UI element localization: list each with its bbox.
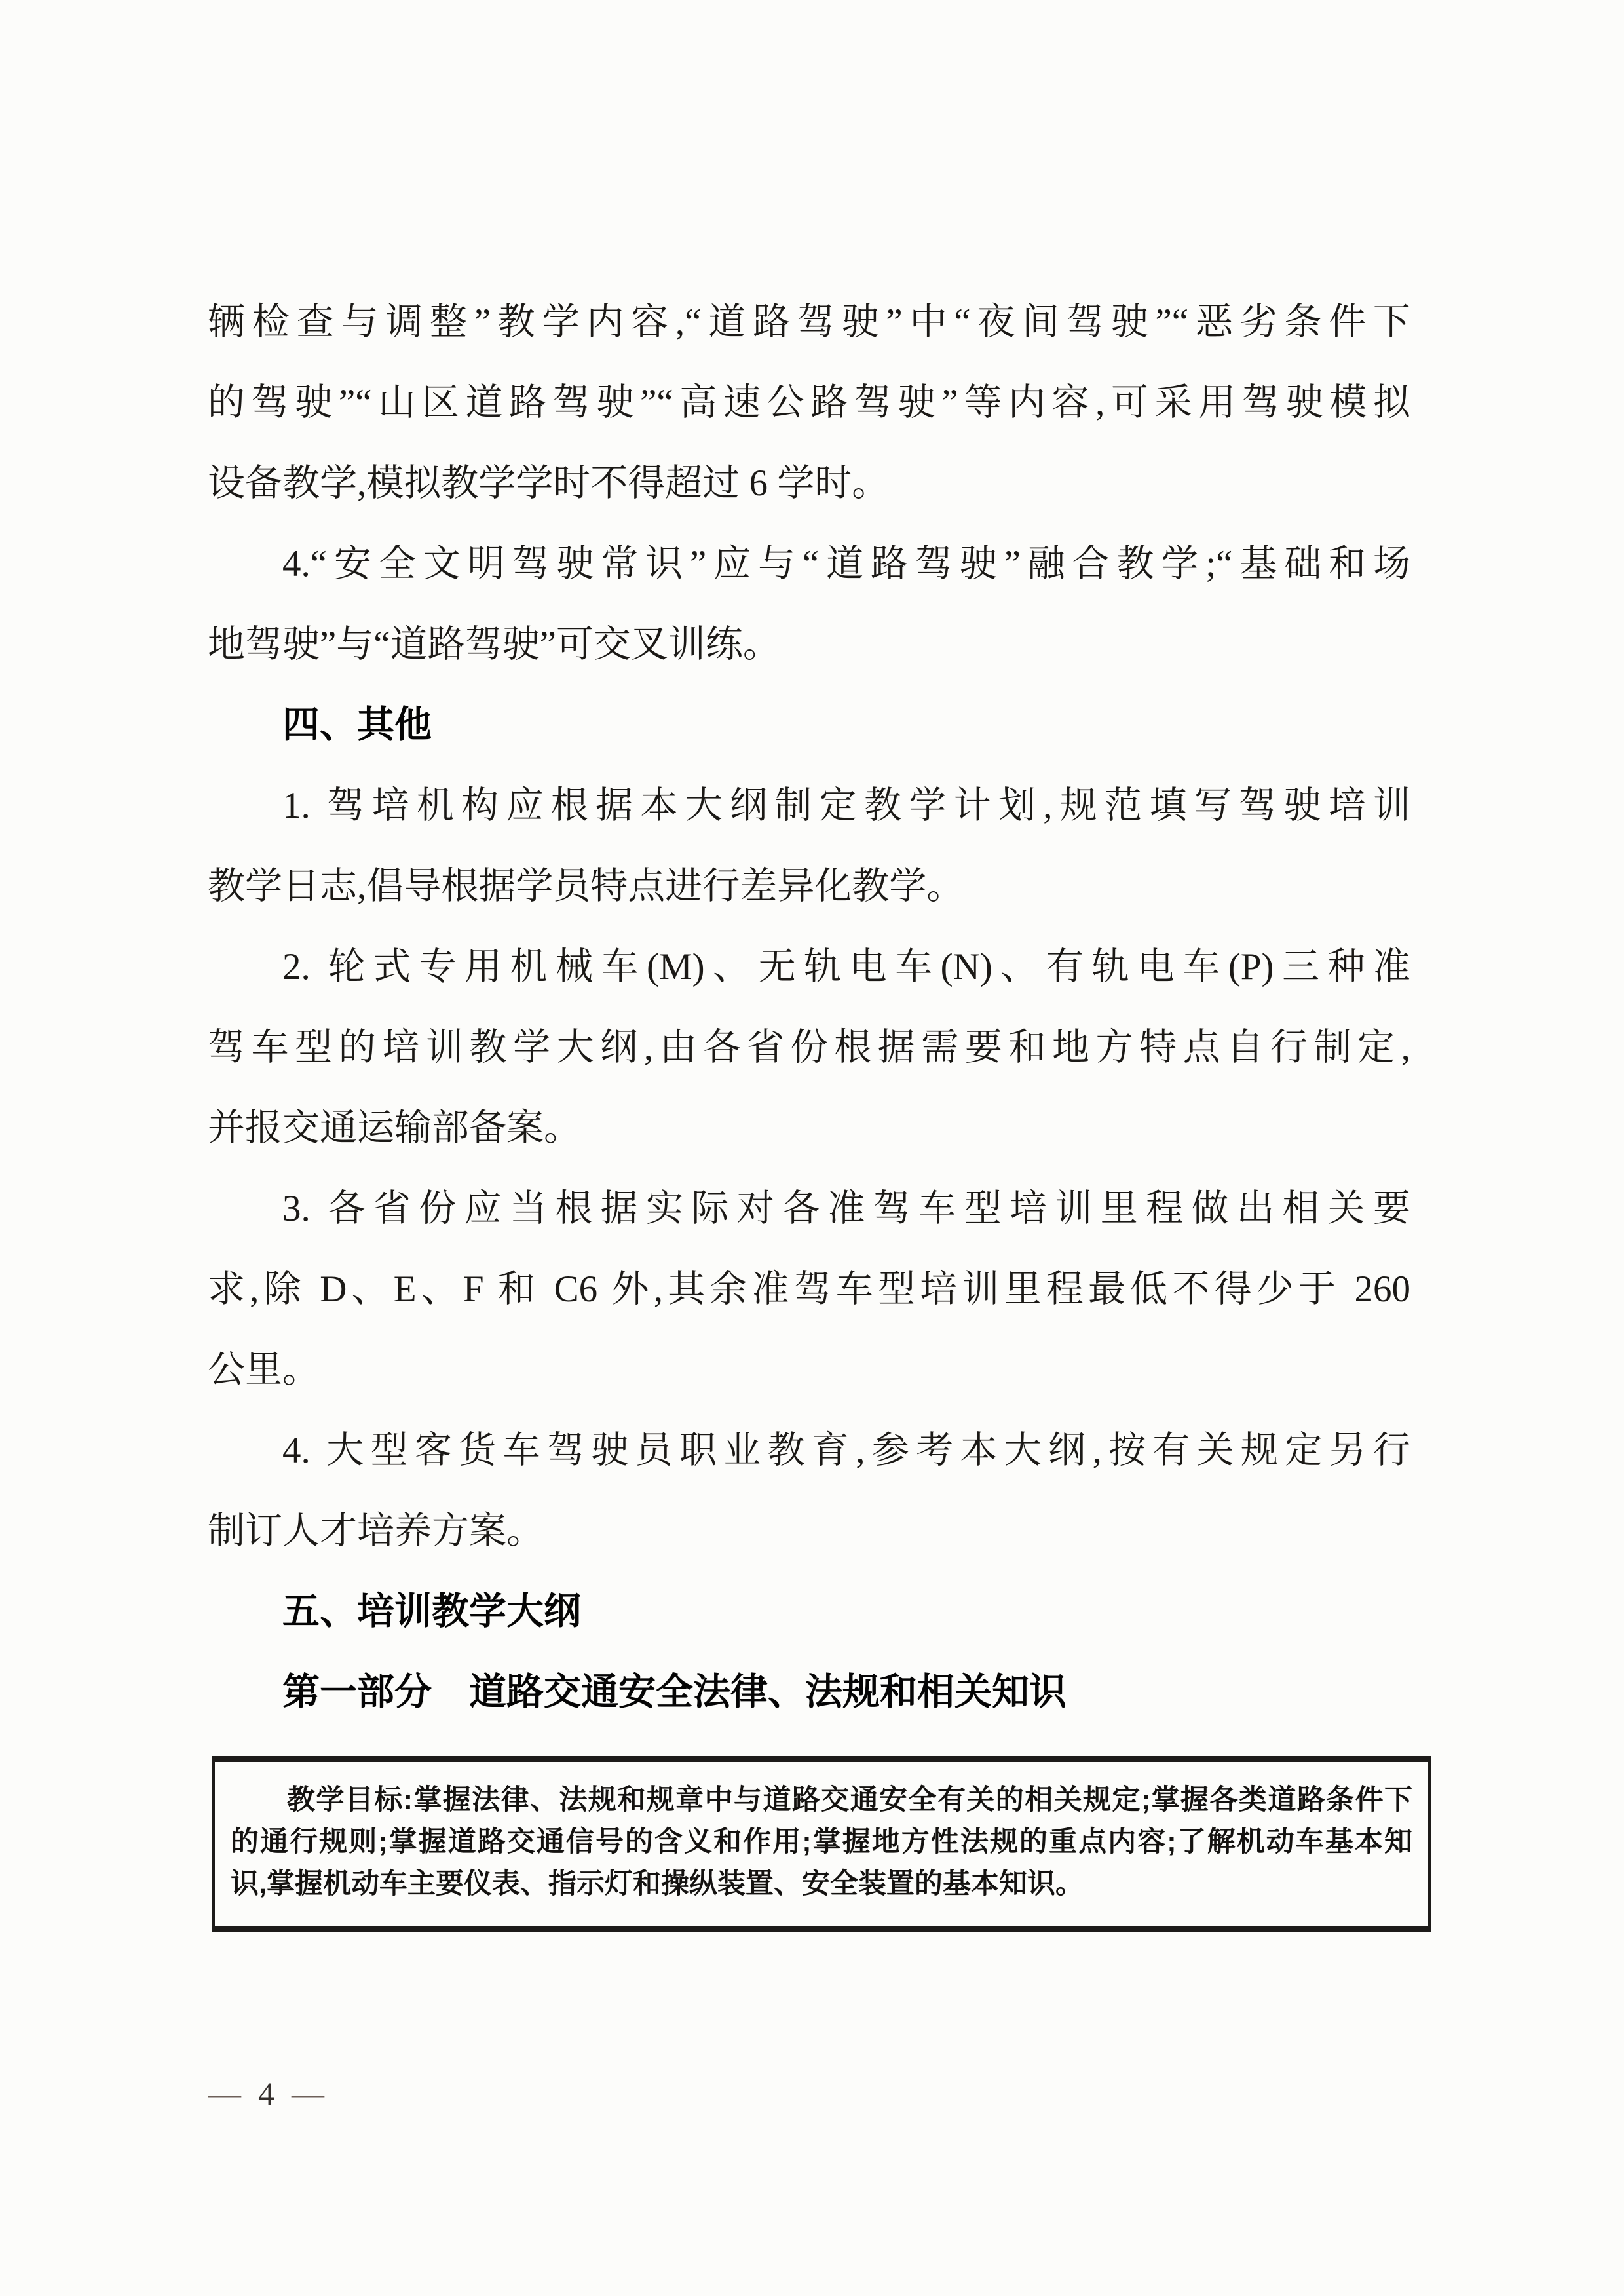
body-line: 地驾驶”与“道路驾驶”可交叉训练。 <box>208 624 780 665</box>
body-line: 制订人才培养方案。 <box>208 1510 544 1552</box>
objective-box-line: 识,掌握机动车主要仪表、指示灯和操纵装置、安全装置的基本知识。 <box>231 1868 1084 1900</box>
body-line: 教学日志,倡导根据学员特点进行差异化教学。 <box>208 866 964 907</box>
objective-box-line: 的通行规则;掌握道路交通信号的含义和作用;掌握地方性法规的重点内容;了解机动车基本知 <box>231 1826 1412 1858</box>
body-line: 求,除 D、E、F 和 C6 外,其余准驾车型培训里程最低不得少于 260 <box>208 1269 1410 1310</box>
footer-dash-right: — <box>292 2075 324 2112</box>
body-line: 的驾驶”“山区道路驾驶”“高速公路驾驶”等内容,可采用驾驶模拟 <box>208 382 1410 423</box>
part1-heading: 第一部分 道路交通安全法律、法规和相关知识 <box>282 1672 1067 1713</box>
document-body <box>208 282 1410 1732</box>
body-line: 公里。 <box>208 1349 320 1390</box>
body-line: 2. 轮式专用机械车(M)、无轨电车(N)、有轨电车(P)三种准 <box>282 946 1410 987</box>
body-line: 并报交通运输部备案。 <box>208 1107 581 1149</box>
body-line: 4. 大型客货车驾驶员职业教育,参考本大纲,按有关规定另行 <box>282 1430 1410 1471</box>
body-line: 3. 各省份应当根据实际对各准驾车型培训里程做出相关要 <box>282 1188 1410 1229</box>
body-line: 4.“安全文明驾驶常识”应与“道路驾驶”融合教学;“基础和场 <box>282 543 1410 584</box>
footer-page-number: 4 <box>258 2075 274 2112</box>
body-line: 1. 驾培机构应根据本大纲制定教学计划,规范填写驾驶培训 <box>282 785 1410 826</box>
body-line: 驾车型的培训教学大纲,由各省份根据需要和地方特点自行制定, <box>208 1027 1410 1068</box>
teaching-objectives-box <box>212 1756 1431 1932</box>
objective-box-line: 教学目标:掌握法律、法规和规章中与道路交通安全有关的相关规定;掌握各类道路条件下 <box>287 1784 1412 1816</box>
section-heading-other: 四、其他 <box>282 704 432 746</box>
footer-dash-left: — <box>208 2075 241 2112</box>
body-line: 设备教学,模拟教学学时不得超过 6 学时。 <box>208 463 890 504</box>
section-heading-syllabus: 五、培训教学大纲 <box>282 1590 581 1632</box>
body-line: 辆检查与调整”教学内容,“道路驾驶”中“夜间驾驶”“恶劣条件下 <box>208 301 1410 343</box>
page-number <box>208 2064 324 2123</box>
